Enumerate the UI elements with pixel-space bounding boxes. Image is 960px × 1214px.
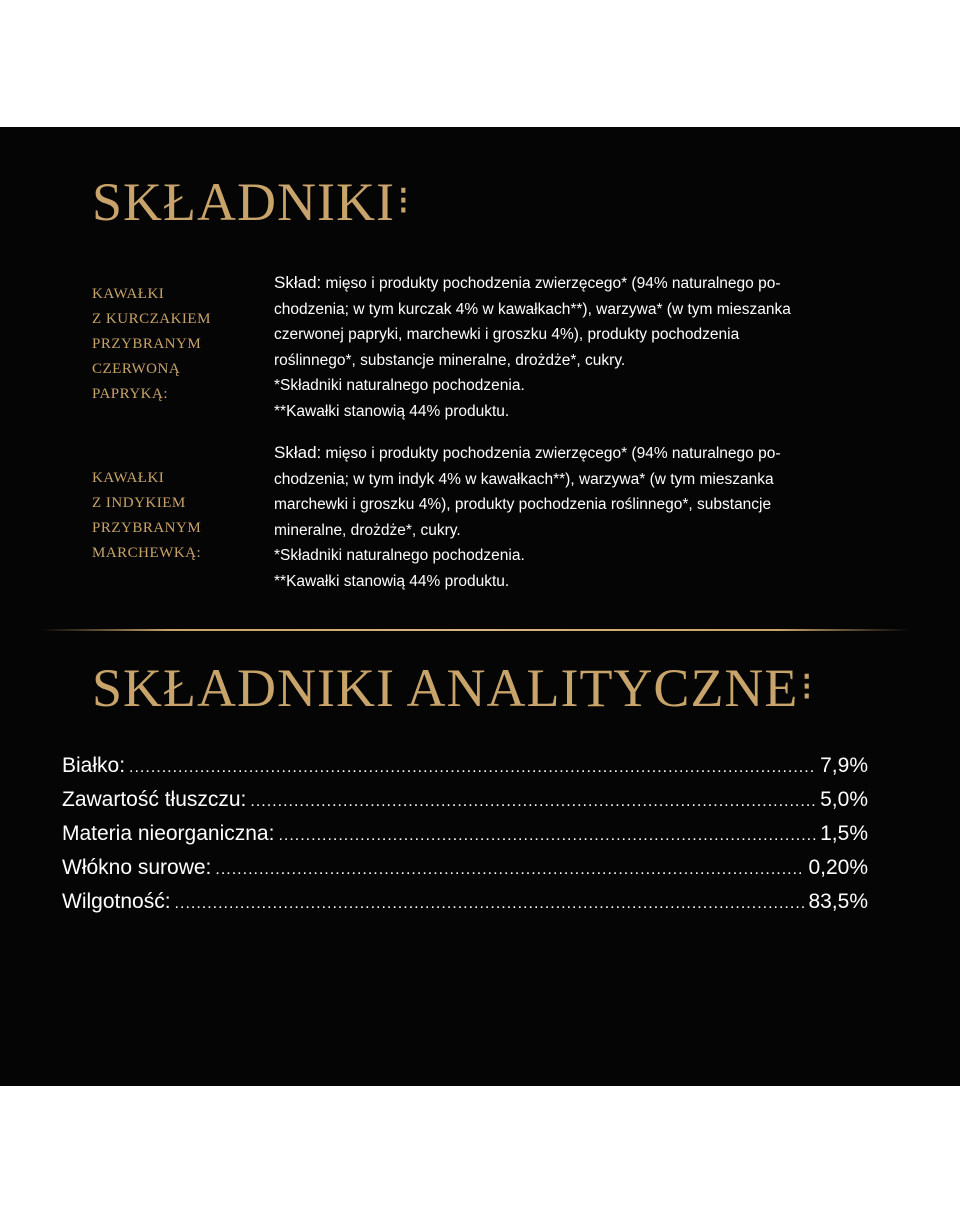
analysis-row [62,817,868,851]
composition-lead: Skład: [274,273,322,292]
analytical-table [62,749,868,919]
variant-label-line: KAWAŁKI [92,470,165,486]
variant-label-line: PRZYBRANYM [92,520,202,536]
analysis-row [62,783,868,817]
footnote-natural: *Składniki naturalnego pochodzenia. [274,377,525,394]
analysis-label: Włókno surowe: [62,856,212,879]
analysis-value: 0,20% [808,856,868,879]
analysis-row [62,749,868,783]
composition-line: czerwonej papryki, marchewki i groszku 4%), produkty pochodzenia [274,326,740,343]
ingredients-panel [0,127,960,1086]
variant-label-line: PAPRYKĄ: [92,386,168,402]
footnote-pieces: **Kawałki stanowią 44% produktu. [274,572,510,590]
composition-text: mięso i produkty pochodzenia zwierzęcego* (94% naturalnego po- [321,445,781,462]
variant-label-line: Z KURCZAKIEM [92,311,211,327]
variant-label-line: KAWAŁKI [92,286,165,302]
analytical-heading [92,655,814,720]
variant-label-line: MARCHEWKĄ: [92,545,202,561]
dot-leader [278,819,816,853]
analysis-label: Białko: [62,754,126,777]
composition-line [274,270,874,297]
composition-text: mięso i produkty pochodzenia zwierzęcego* (94% naturalnego po- [321,275,781,292]
composition-lead: Skład: [274,443,322,462]
footnote-pieces: **Kawałki stanowią 44% produktu. [274,402,510,420]
dot-leader [250,785,816,819]
analysis-value: 1,5% [820,822,868,845]
composition-line: chodzenia; w tym kurczak 4% w kawałkach**), warzywa* (w tym mieszanka [274,300,791,318]
analytical-heading-text: SKŁADNIKI ANALITYCZNE [92,658,799,718]
footnote-natural: *Składniki naturalnego pochodzenia. [274,547,525,564]
composition-line [274,440,874,467]
dot-leader [215,853,804,887]
analysis-label: Zawartość tłuszczu: [62,788,247,811]
gold-divider [40,629,910,631]
variant-label-line: CZERWONĄ [92,361,181,377]
heading-ornament-icon: ⁝ [800,664,815,709]
composition-line: roślinnego*, substancje mineralne, drożdże*, cukry. [274,351,626,369]
variant-composition-chicken [274,270,874,424]
ingredients-heading [92,169,411,234]
analysis-value: 5,0% [820,788,868,811]
variant-composition-turkey [274,440,874,594]
analysis-row [62,885,868,919]
analysis-row [62,851,868,885]
composition-line: chodzenia; w tym indyk 4% w kawałkach**), warzywa* (w tym mieszanka [274,470,774,488]
composition-line: marchewki i groszku 4%), produkty pochodzenia roślinnego*, substancje [274,496,772,513]
dot-leader [175,887,805,921]
analysis-value: 7,9% [820,754,868,777]
analysis-value: 83,5% [808,890,868,913]
variant-label-line: Z INDYKIEM [92,495,186,511]
ingredients-heading-text: SKŁADNIKI [92,172,395,232]
dot-leader [129,751,816,785]
variant-label-chicken [92,282,252,407]
analysis-label: Materia nieorganiczna: [62,822,275,845]
heading-ornament-icon: ⁝ [396,178,411,223]
analysis-label: Wilgotność: [62,890,171,913]
variant-label-turkey [92,466,252,566]
variant-label-line: PRZYBRANYM [92,336,202,352]
composition-line: mineralne, drożdże*, cukry. [274,521,461,539]
